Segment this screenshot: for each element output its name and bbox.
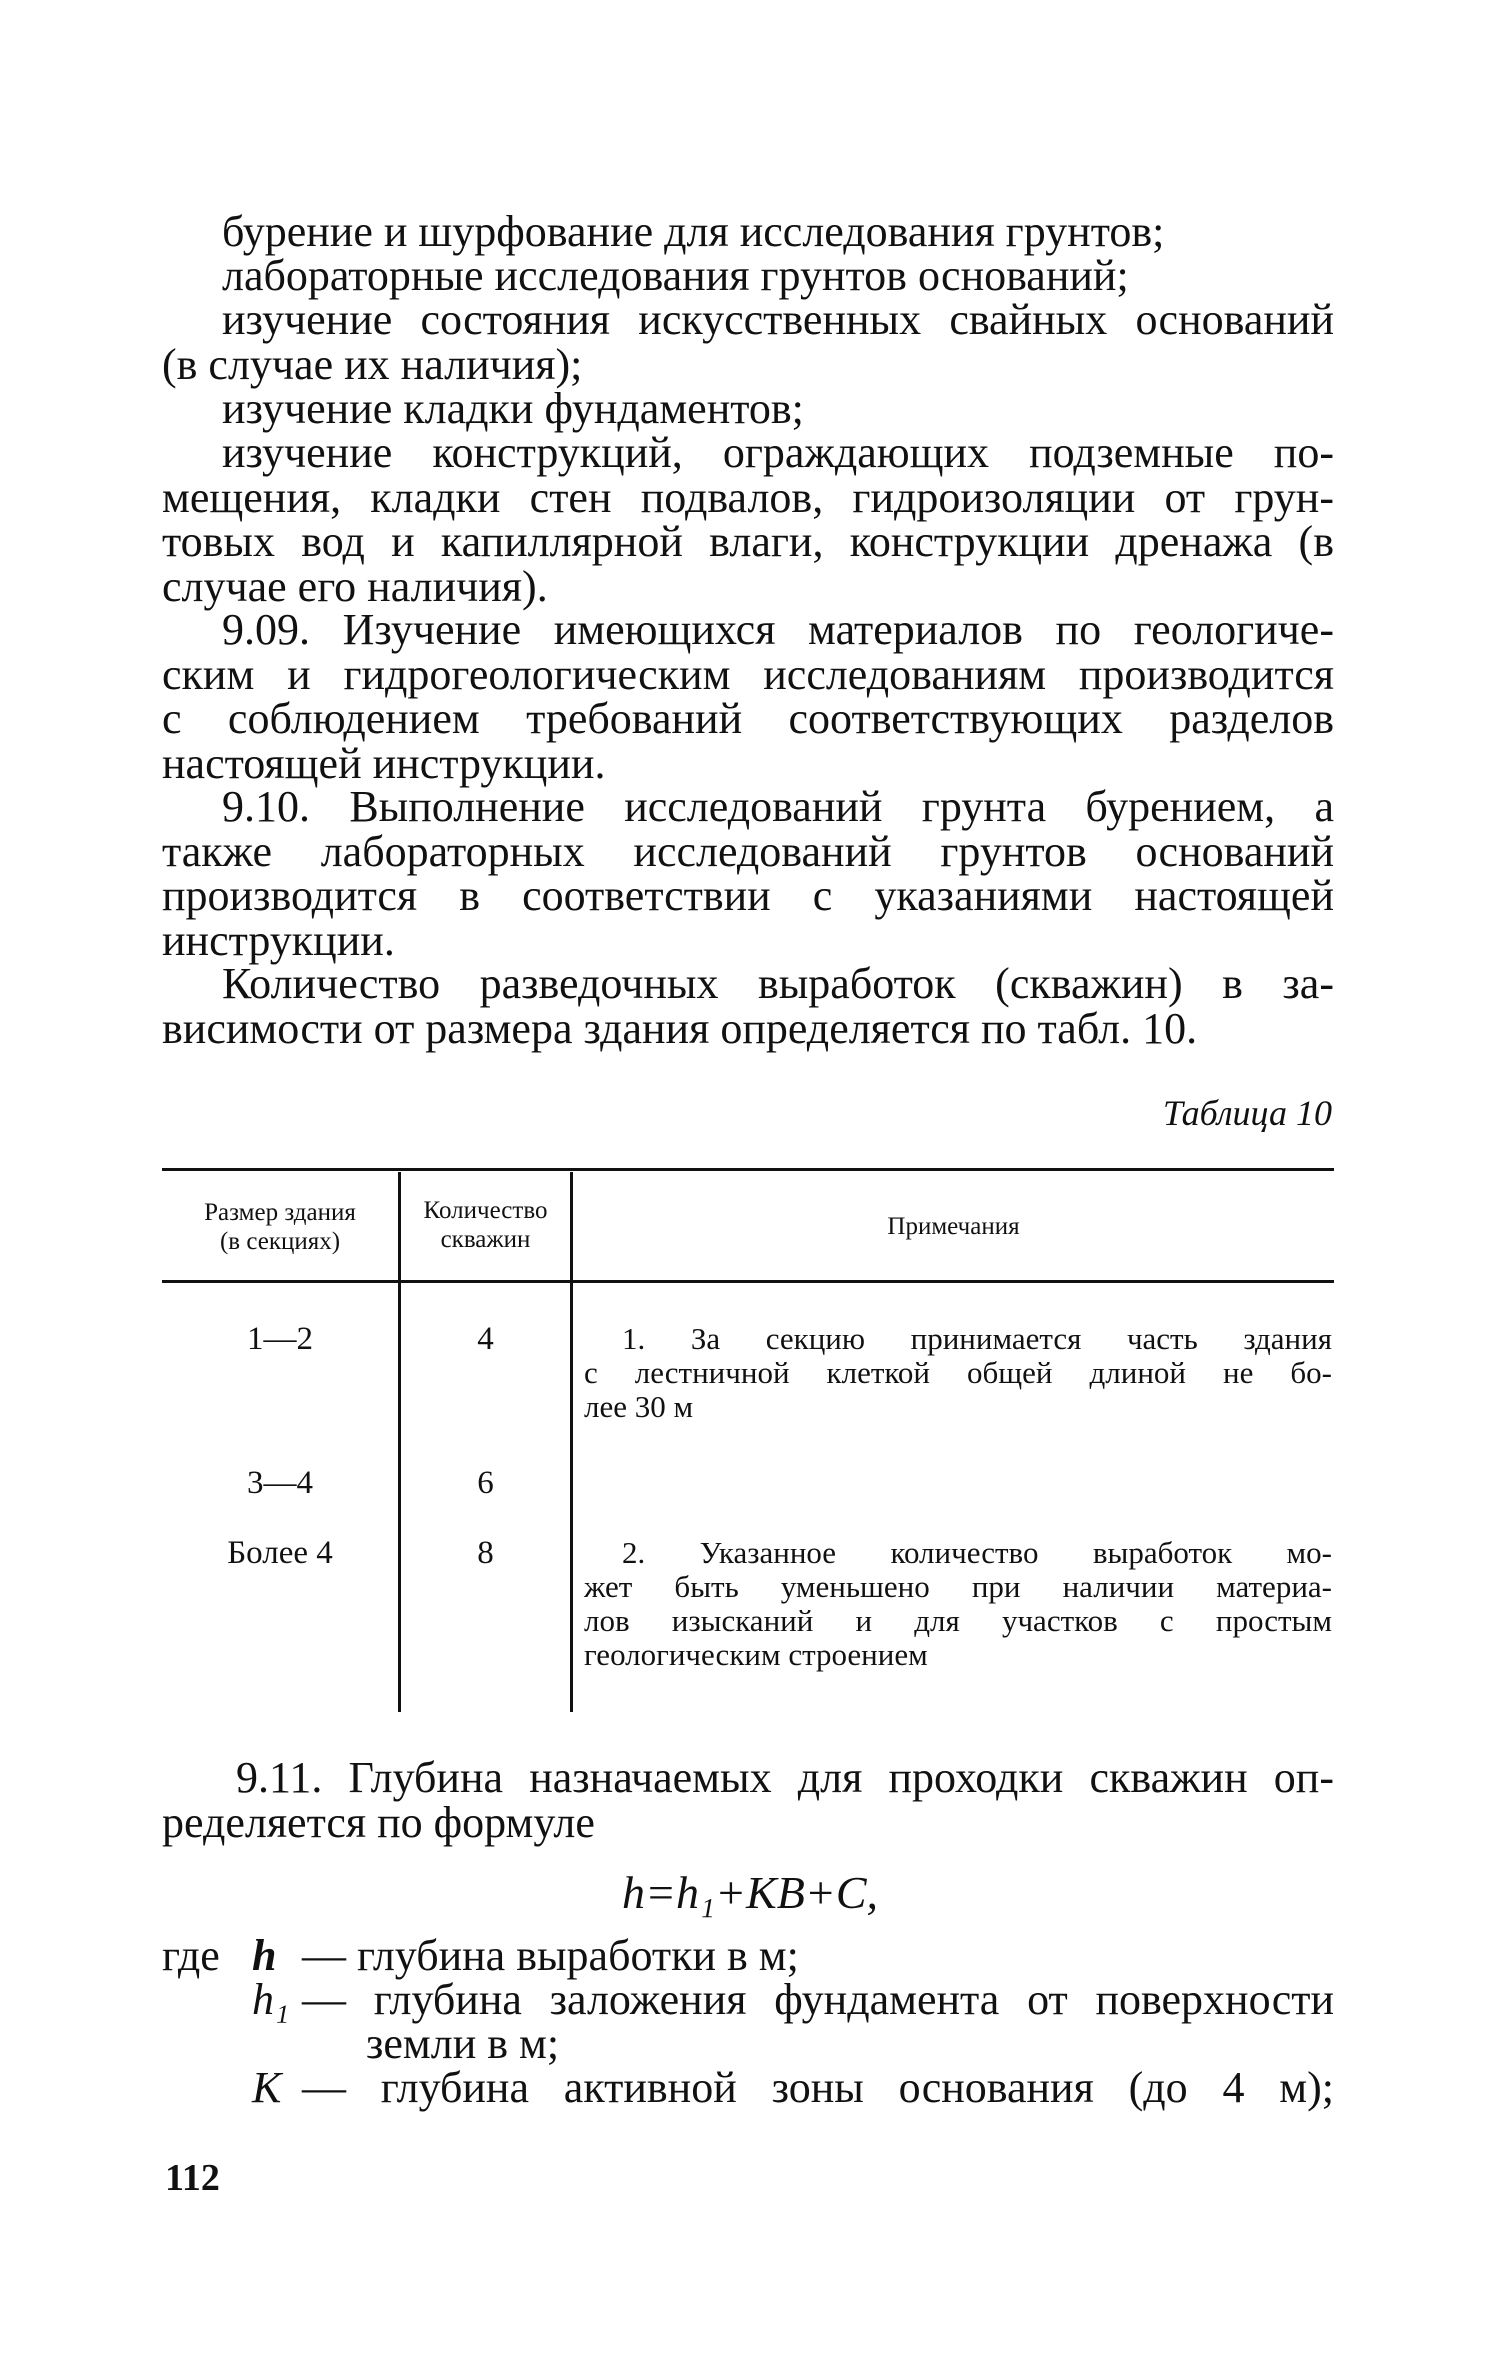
table-note-1: 1. За секцию принимается часть здания с лестничной клеткой общей длиной не бо- лее 30 м	[584, 1321, 1332, 1424]
list-item-pile-foundations: изучение состояния искусственных свайных оснований (в случае их наличия);	[162, 295, 1334, 389]
paragraph-9-11: 9.11. Глубина назначаемых для проходки скважин оп- ределяется по формуле	[162, 1753, 1334, 1847]
definition-text-h1-line1: — глубина заложения фундамента от поверхности	[302, 1975, 1334, 2024]
list-item-drilling: бурение и шурфование для исследования грунтов;	[222, 207, 1165, 256]
definition-symbol-h1: h₁	[252, 1975, 290, 2024]
paragraph-count: Количество разведочных выработок (скважин) в за- висимости от размера здания определяется по табл. 10.	[162, 959, 1334, 1053]
definition-symbol-k: К	[252, 2063, 282, 2112]
definition-lead: где	[162, 1931, 220, 1980]
table-cell-size: Более 4	[227, 1535, 333, 1571]
list-item-structures: изучение конструкций, ограждающих подземные по- мещения, кладки стен подвалов, гидроизоляции от грун- товых вод и капиллярной влаги, конструкции дренажа (в случае его наличия).	[162, 428, 1334, 611]
paragraph-9-09: 9.09. Изучение имеющихся материалов по геологиче- ским и гидрогеологическим исследованиям производится с соблюдением требований соответствующих разделов настоящей инструкции.	[162, 605, 1334, 788]
list-item-masonry: изучение кладки фундаментов;	[222, 384, 804, 433]
table-header-rule	[162, 1280, 1334, 1283]
table-note-2: 2. Указанное количество выработок мо- жет быть уменьшено при наличии материа- лов изысканий и для участков с простым геологическим строением	[584, 1535, 1332, 1672]
header-building-size: Размер здания (в секциях)	[204, 1199, 356, 1255]
list-item-lab-tests: лабораторные исследования грунтов оснований;	[222, 251, 1129, 300]
table-cell-count: 4	[477, 1321, 494, 1357]
table-10	[162, 1168, 1334, 1716]
depth-formula: h=h₁+KB+C,	[621, 1867, 879, 1918]
paragraph-9-10: 9.10. Выполнение исследований грунта бурением, а также лабораторных исследований грунтов оснований производится в соответствии с указаниями настоящей инструкции.	[162, 782, 1334, 965]
header-notes: Примечания	[887, 1213, 1020, 1240]
page-number: 112	[165, 2157, 220, 2199]
table-cell-count: 8	[477, 1535, 494, 1571]
definition-text-k: — глубина активной зоны основания (до 4 м);	[302, 2063, 1334, 2112]
table-cell-count: 6	[477, 1465, 494, 1501]
table-top-rule	[162, 1168, 1334, 1171]
header-well-count: Количество скважин	[423, 1197, 548, 1253]
definition-symbol-h: h	[252, 1931, 277, 1980]
definition-text-h: — глубина выработки в м;	[302, 1931, 799, 1980]
table-caption: Таблица 10	[1162, 1093, 1332, 1133]
table-col-divider-2	[570, 1172, 573, 1712]
definition-text-h1-line2: земли в м;	[366, 2019, 560, 2068]
table-cell-size: 3—4	[247, 1465, 313, 1501]
table-cell-size: 1—2	[247, 1321, 313, 1357]
